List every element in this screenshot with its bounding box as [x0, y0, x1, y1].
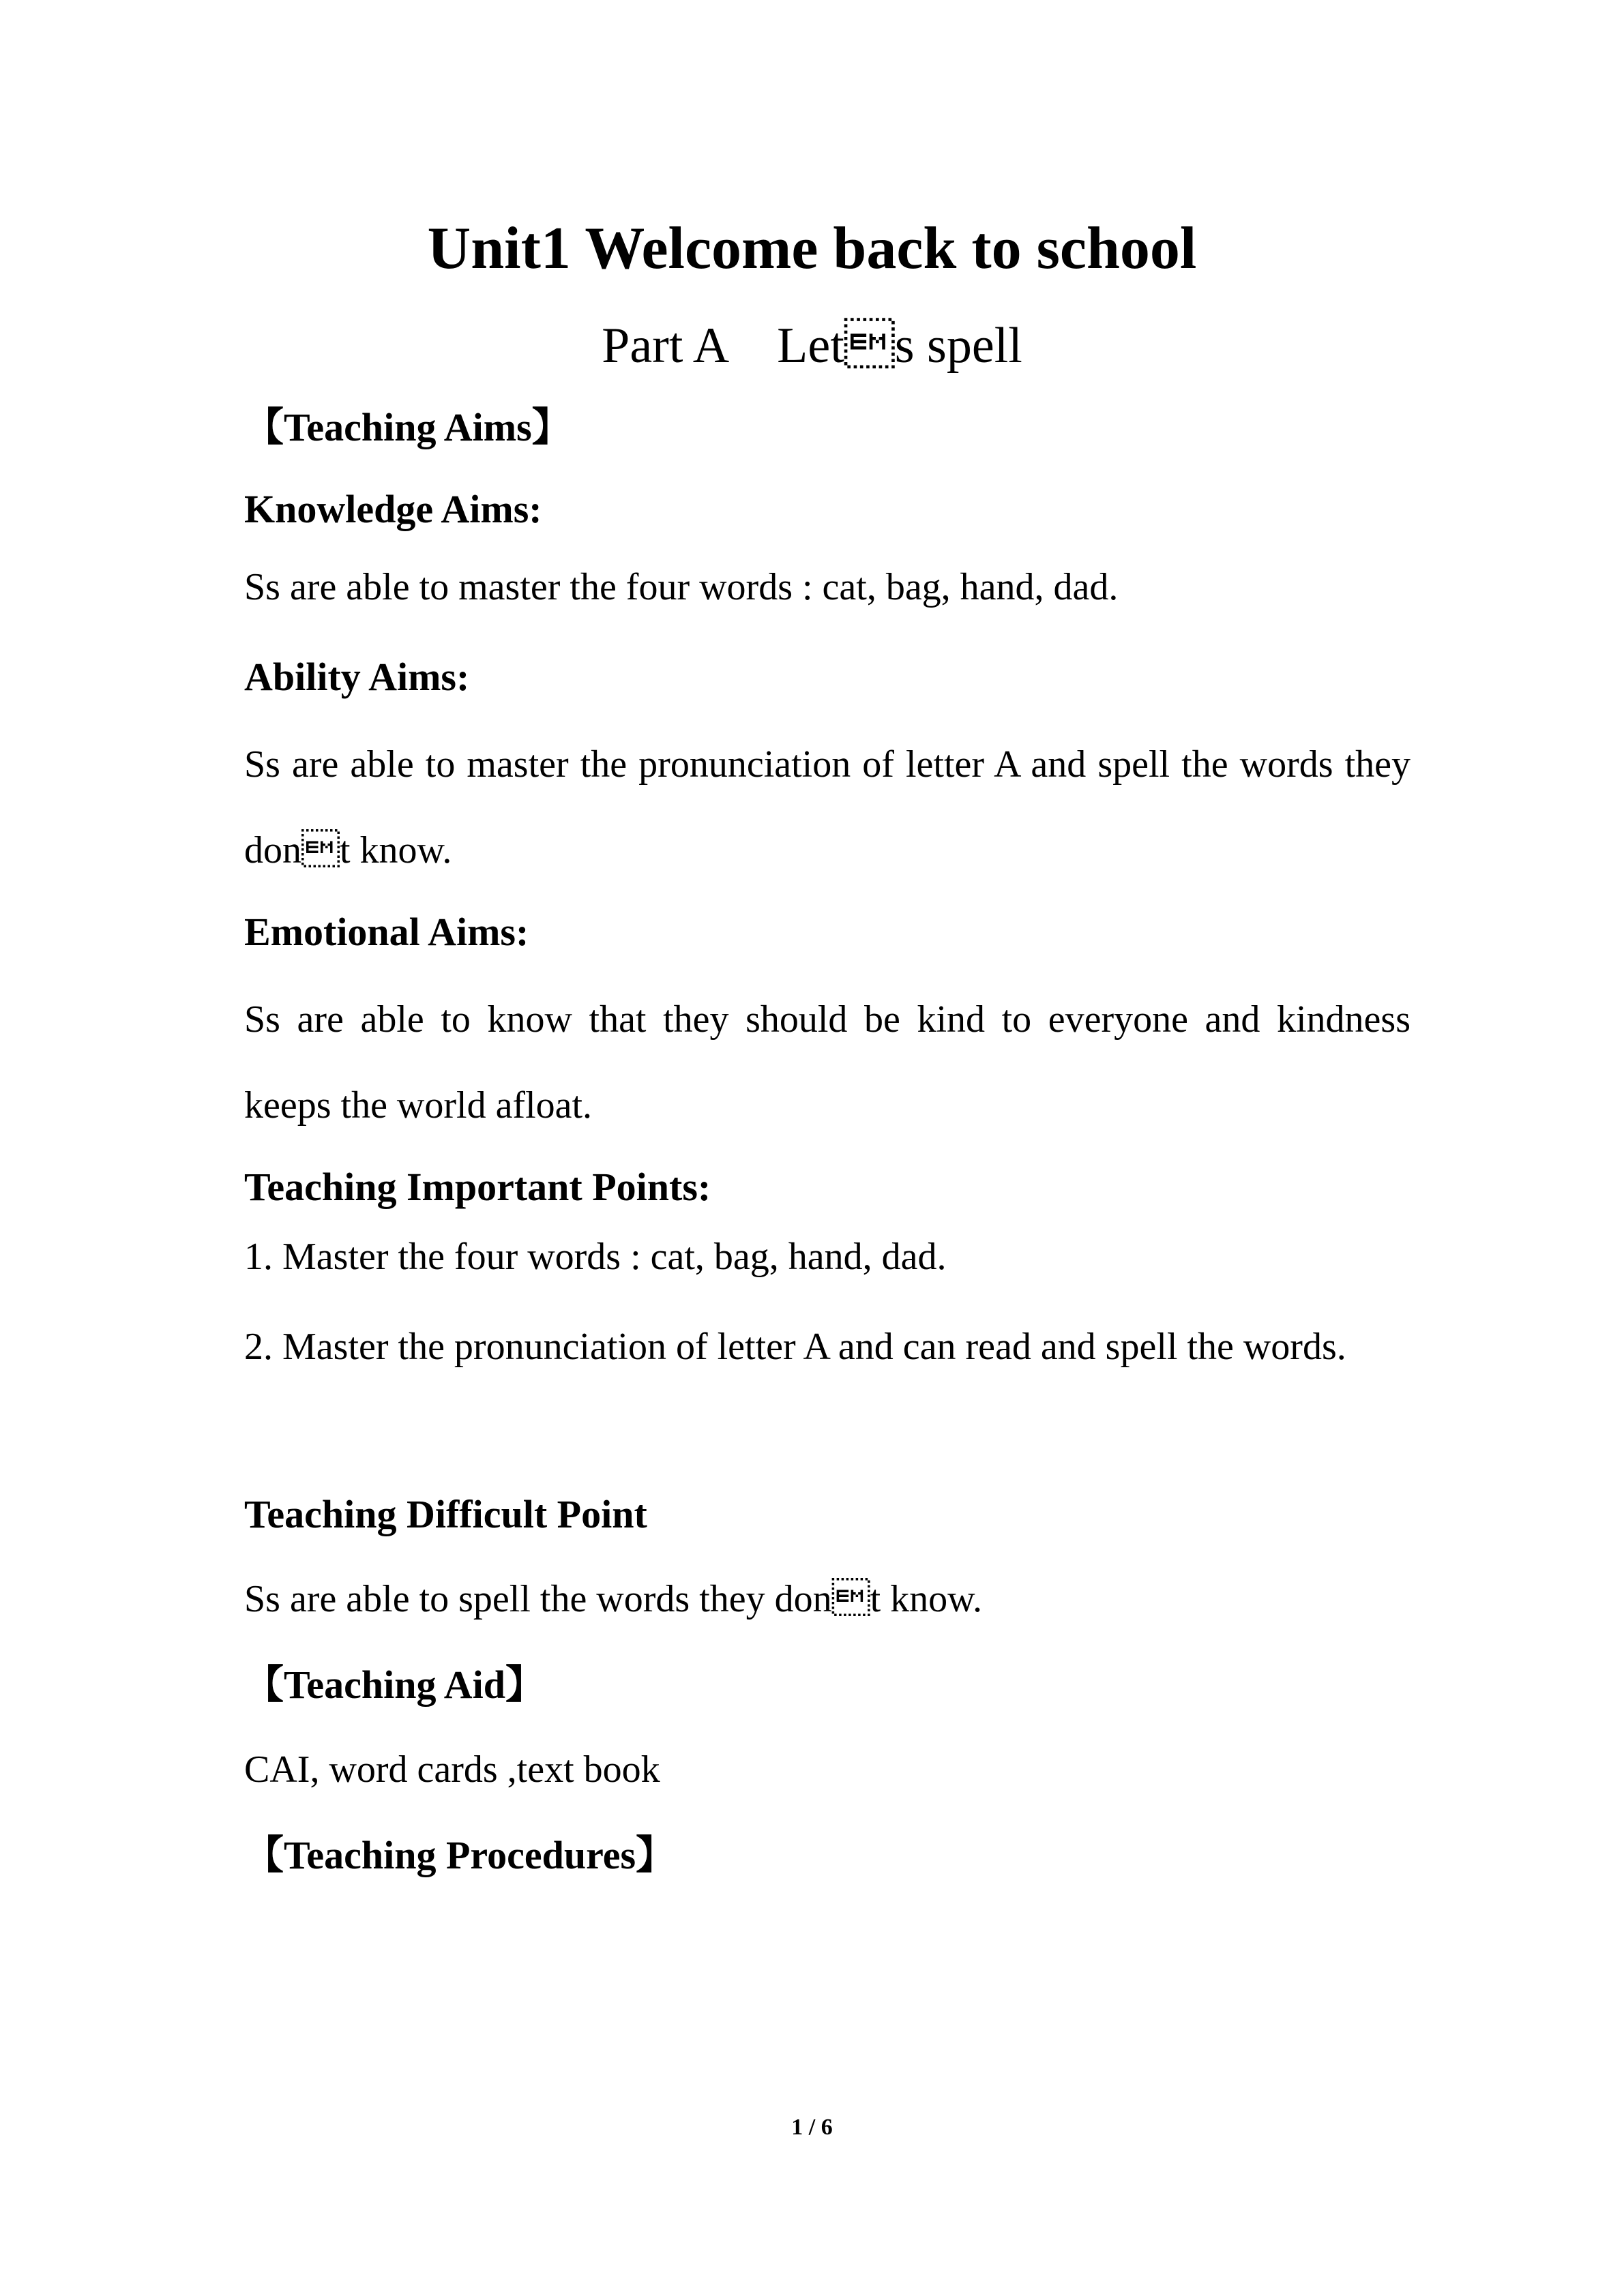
document-title: Unit1 Welcome back to school — [427, 215, 1197, 282]
difficult-point-text: Ss are able to spell the words they dont know. — [244, 1578, 982, 1620]
important-points-heading: Teaching Important Points: — [244, 1165, 711, 1209]
page-number: 1 / 6 — [791, 2115, 833, 2140]
important-point-2: 2. Master the pronunciation of letter A and can read and spell the words. — [244, 1326, 1346, 1368]
teaching-aims-heading: 【Teaching Aims】 — [244, 405, 572, 449]
emotional-aims-heading: Emotional Aims: — [244, 910, 529, 954]
teaching-aid-heading: 【Teaching Aid】 — [244, 1663, 546, 1707]
important-point-1: 1. Master the four words : cat, bag, hand, dad. — [244, 1236, 947, 1278]
emotional-aims-text: Ss are able to know that they should be kind to everyone and kindness keeps the world afloat. — [244, 998, 1411, 1127]
ability-aims-text: Ss are able to master the pronunciation of letter A and spell the words they dont know. — [244, 743, 1411, 871]
knowledge-aims-heading: Knowledge Aims: — [244, 487, 542, 531]
ability-aims-heading: Ability Aims: — [244, 655, 470, 699]
document-subtitle: Part A Lets spell — [602, 318, 1022, 374]
teaching-procedures-heading: 【Teaching Procedures】 — [244, 1833, 676, 1877]
knowledge-aims-text: Ss are able to master the four words : cat, bag, hand, dad. — [244, 566, 1119, 608]
teaching-aid-text: CAI, word cards ,text book — [244, 1748, 660, 1791]
difficult-point-heading: Teaching Difficult Point — [244, 1492, 647, 1536]
